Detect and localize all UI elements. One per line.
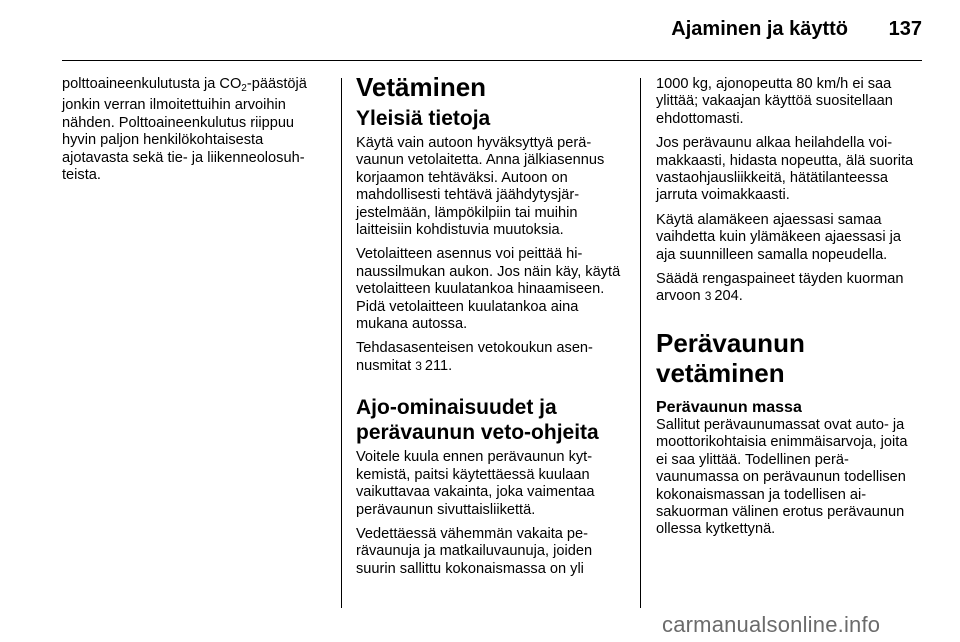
text-run: -päästöjä jonkin verran ilmoitettuihin arvoihin nähden. Polttoaineenkulutus riippuu hyvin paljon henkilökohtaisesta ajotavasta sekä tie- ja liikenneolosuhteista. <box>62 76 307 184</box>
paragraph-sway: Jos perävaunu alkaa heilahdella voimakkaasti, hidasta nopeutta, älä suorita vastaohjausliikkeitä, hätätilanteessa jarruta voimakkaasti. <box>656 135 914 204</box>
text-run: polttoaineenkulutusta ja CO <box>62 76 242 92</box>
column-divider-2 <box>640 78 641 608</box>
page-number: 137 <box>888 18 922 40</box>
column-divider-1 <box>341 78 342 608</box>
page-ref-arrow-icon: 3 <box>704 289 712 304</box>
paragraph-speed-limit: 1000 kg, ajonopeutta 80 km/h ei saa ylittää; vakaajan käyttöä suositellaan ehdottomasti. <box>656 76 893 127</box>
paragraph-yleisia-2: Vetolaitteen asennus voi peittää hinaussilmukan aukon. Jos näin käy, käytä vetolaitteen kuulatankoa hinaamiseen. Pidä vetolaitteen kuulatankoa aina mukana autossa. <box>356 246 621 333</box>
paragraph-ajo-1: Voitele kuula ennen perävaunun kytkemistä, paitsi käytettäessä kuulaan vaikuttavaa vakainta, joka vaimentaa perävaunun sivuttaisliikettä. <box>356 449 595 518</box>
paragraph-ajo-2: Vedettäessä vähemmän vakaita perävaunuja ja matkailuvaunuja, joiden suurin sallittu kokonaismassa on yli <box>356 525 593 577</box>
text-run: Säädä rengaspaineet täyden kuorman arvoon <box>656 271 904 305</box>
page-reference-link[interactable]: 204. <box>714 288 743 305</box>
column-1 <box>62 76 328 191</box>
heading-vetaminen: Vetäminen <box>356 72 487 102</box>
page-ref-arrow-icon: 3 <box>415 358 422 373</box>
paragraph-massa: Sallitut perävaunumassat ovat auto- ja moottorikohtaisia enimmäisarvoja, joita ei saa ylittää. Todellinen perävaunumassa on perävaunun todellisen kokonaismassan ja todellisen aisakuorman välinen erotus perävaunun ollessa kytkettynä. <box>656 416 908 538</box>
heading-yleisia-tietoja: Yleisiä tietoja <box>356 107 491 130</box>
paragraph-yleisia-3 <box>356 340 622 375</box>
column-3 <box>656 76 922 546</box>
heading-peravaunun-massa: Perävaunun massa <box>656 398 802 416</box>
header-rule <box>62 60 922 61</box>
paragraph-downhill: Käytä alamäkeen ajaessasi samaa vaihdetta kuin ylämäkeen ajaessasi ja aja suunnilleen samalla nopeudella. <box>656 211 901 263</box>
heading-peravaunun-vetaminen: Perävaunun vetäminen <box>656 327 805 388</box>
column-2 <box>356 72 622 585</box>
paragraph-emissions <box>62 76 328 184</box>
paragraph-tyre-pressure <box>656 271 922 306</box>
watermark-url: carmanualsonline.info <box>662 612 881 637</box>
header-title: Ajaminen ja käyttö <box>671 18 848 40</box>
subscript-2: 2 <box>241 83 247 94</box>
text-run: Tehdasasenteisen vetokoukun asennusmitat <box>356 340 593 374</box>
paragraph-yleisia-1: Käytä vain autoon hyväksyttyä perävaunun vetolaitetta. Anna jälkiasennus korjaamon tehtäväksi. Autoon on mahdollisesti tehtävä jäähdytysjärjestelmään, lämpökilpiin tai muihin laitteisiin kohdistuvia muutoksia. <box>356 135 605 239</box>
heading-ajo-ominaisuudet: Ajo-ominaisuudet ja perävaunun veto-ohjeita <box>356 396 599 445</box>
page-reference-link[interactable]: 211. <box>424 357 453 374</box>
